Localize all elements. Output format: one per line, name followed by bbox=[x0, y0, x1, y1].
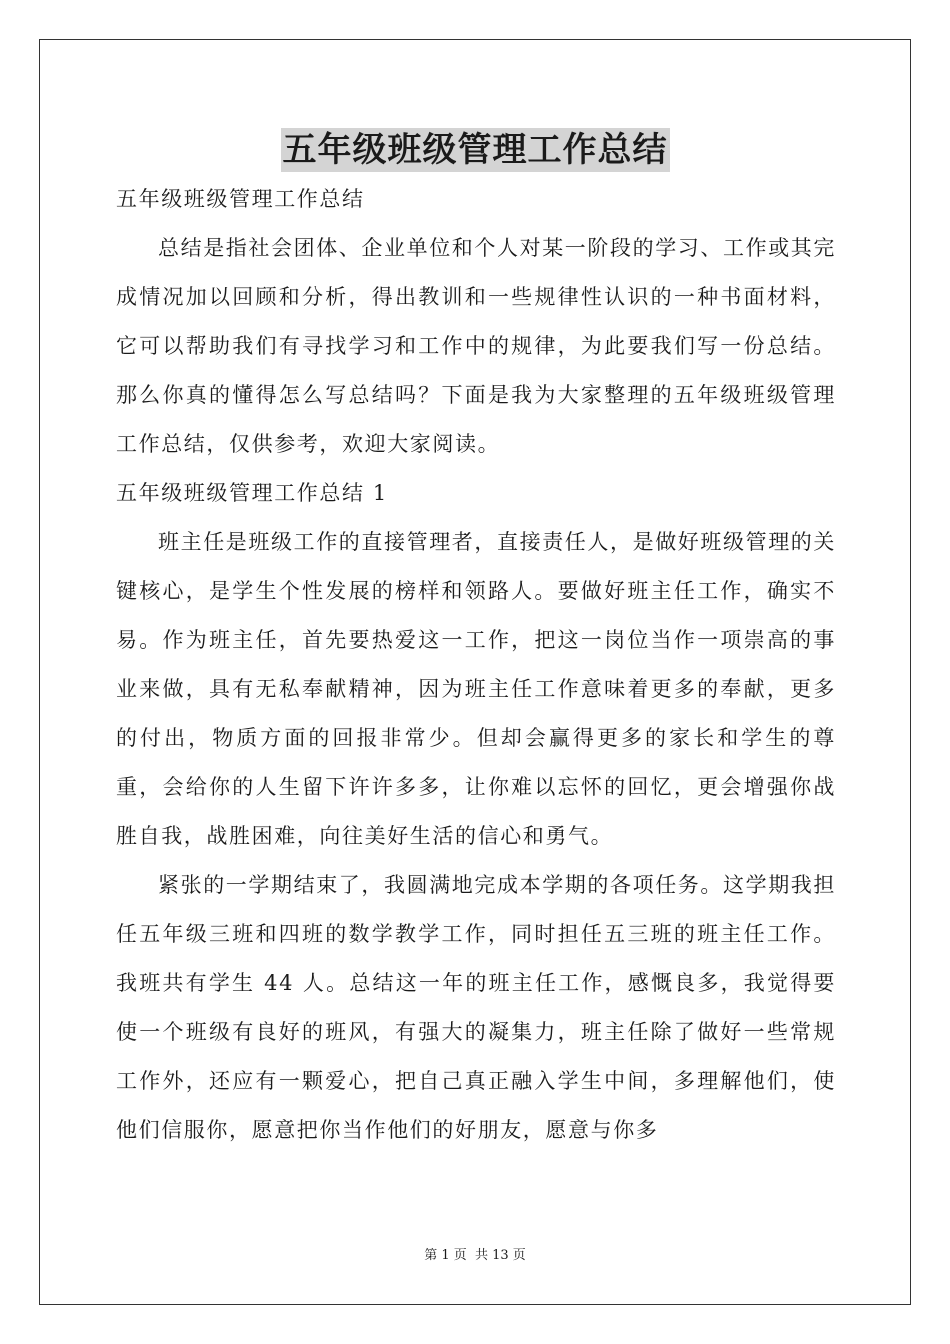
body-paragraph-1: 班主任是班级工作的直接管理者，直接责任人，是做好班级管理的关键核心，是学生个性发展的榜样和领路人。要做好班主任工作，确实不易。作为班主任，首先要热爱这一工作，把这一岗位当作一项崇高的事业来做，具有无私奉献精神，因为班主任工作意味着更多的奉献，更多的付出，物质方面的回报非常少。但却会赢得更多的家长和学生的尊重，会给你的人生留下许许多多，让你难以忘怀的回忆，更会增强你战胜自我，战胜困难，向往美好生活的信心和勇气。 bbox=[116, 530, 836, 848]
document-body bbox=[116, 175, 836, 1155]
section-heading: 五年级班级管理工作总结 1 bbox=[116, 481, 388, 505]
page-footer bbox=[0, 1247, 950, 1265]
document-title: 五年级班级管理工作总结 bbox=[282, 130, 668, 170]
page-number: 第 1 页 bbox=[424, 1248, 467, 1263]
intro-paragraph: 总结是指社会团体、企业单位和个人对某一阶段的学习、工作或其完成情况加以回顾和分析，得出教训和一些规律性认识的一种书面材料，它可以帮助我们有寻找学习和工作中的规律，为此要我们写一份总结。那么你真的懂得怎么写总结吗？下面是我为大家整理的五年级班级管理工作总结，仅供参考，欢迎大家阅读。 bbox=[116, 236, 836, 456]
document-subtitle: 五年级班级管理工作总结 bbox=[116, 187, 365, 211]
body-paragraph-2: 紧张的一学期结束了，我圆满地完成本学期的各项任务。这学期我担任五年级三班和四班的数学教学工作，同时担任五三班的班主任工作。我班共有学生 44 人。总结这一年的班主任工作，感慨良多，我觉得要使一个班级有良好的班风，有强大的凝集力，班主任除了做好一些常规工作外，还应有一颗爱心，把自己真正融入学生中间，多理解他们，使他们信服你，愿意把你当作他们的好朋友，愿意与你多 bbox=[116, 873, 836, 1142]
title-container bbox=[0, 128, 950, 172]
page-total: 共 13 页 bbox=[474, 1248, 526, 1263]
